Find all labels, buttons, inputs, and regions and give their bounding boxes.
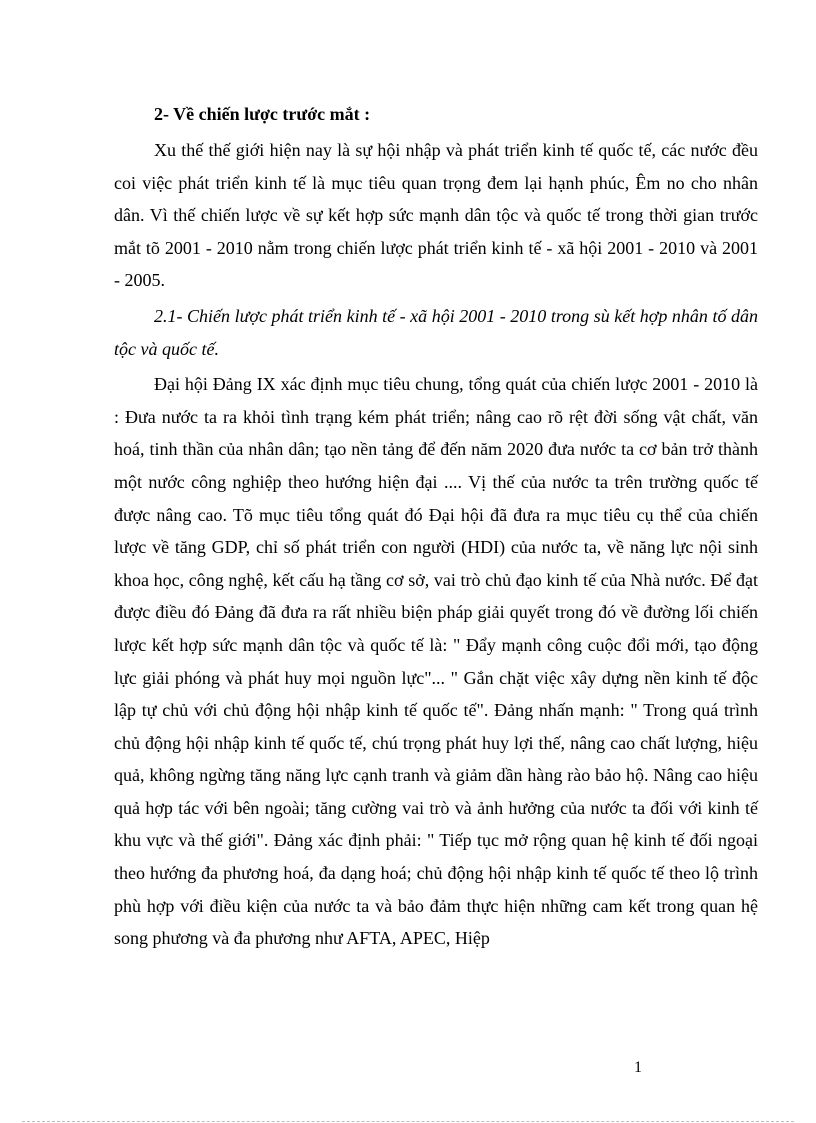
subsection-heading: 2.1- Chiến lược phát triển kinh tế - xã hội 2001 - 2010 trong sù kết hợp nhân tố dân tộc và quốc tế. [114, 305, 758, 359]
document-body [114, 98, 758, 958]
intro-paragraph: Xu thế thế giới hiện nay là sự hội nhập và phát triển kinh tế quốc tế, các nước đều coi việc phát triển kinh tế là mục tiêu quan trọng đem lại hạnh phúc, Êm no cho nhân dân. Vì thế chiến lược về sự kết hợp sức mạnh dân tộc và quốc tế trong thời gian trước mắt tõ 2001 - 2010 nằm trong chiến lược phát triển kinh tế - xã hội 2001 - 2010 và 2001 - 2005. [114, 140, 758, 291]
page-number: 1 [634, 1059, 642, 1076]
section-heading: 2- Về chiến lược trước mắt : [154, 104, 371, 124]
body-paragraph: Đại hội Đảng IX xác định mục tiêu chung, tổng quát của chiến lược 2001 - 2010 là : Đưa nước ta ra khỏi tình trạng kém phát triển; nâng cao rõ rệt đời sống vật chất, văn hoá, tinh thần của nhân dân; tạo nền tảng để đến năm 2020 đưa nước ta cơ bản trở thành một nước công nghiệp theo hướng hiện đại .... Vị thế của nước ta trên trường quốc tế được nâng cao. Tõ mục tiêu tổng quát đó Đại hội đã đưa ra mục tiêu cụ thể của chiến lược về tăng GDP, chỉ số phát triển con người (HDI) của nước ta, về năng lực nội sinh khoa học, công nghệ, kết cấu hạ tầng cơ sở, vai trò chủ đạo kinh tế của Nhà nước. Để đạt được điều đó Đảng đã đưa ra rất nhiều biện pháp giải quyết trong đó về đường lối chiến lược kết hợp sức mạnh dân tộc và quốc tế là: " Đẩy mạnh công cuộc đổi mới, tạo động lực giải phóng và phát huy mọi nguồn lực"... " Gắn chặt việc xây dựng nền kinh tế độc lập tự chủ với chủ động hội nhập kinh tế quốc tế". Đảng nhấn mạnh: " Trong quá trình chủ động hội nhập kinh tế quốc tế, chú trọng phát huy lợi thế, nâng cao chất lượng, hiệu quả, không ngừng tăng năng lực cạnh tranh và giảm dần hàng rào bảo hộ. Nâng cao hiệu quả hợp tác với bên ngoài; tăng cường vai trò và ảnh hưởng của nước ta đối với kinh tế khu vực và thế giới". Đảng xác định phải: " Tiếp tục mở rộng quan hệ kinh tế đối ngoại theo hướng đa phương hoá, đa dạng hoá; chủ động hội nhập kinh tế quốc tế theo lộ trình phù hợp với điều kiện của nước ta và bảo đảm thực hiện những cam kết trong quan hệ song phương và đa phương như AFTA, APEC, Hiệp [114, 374, 758, 949]
page-bottom-border [22, 1121, 794, 1122]
